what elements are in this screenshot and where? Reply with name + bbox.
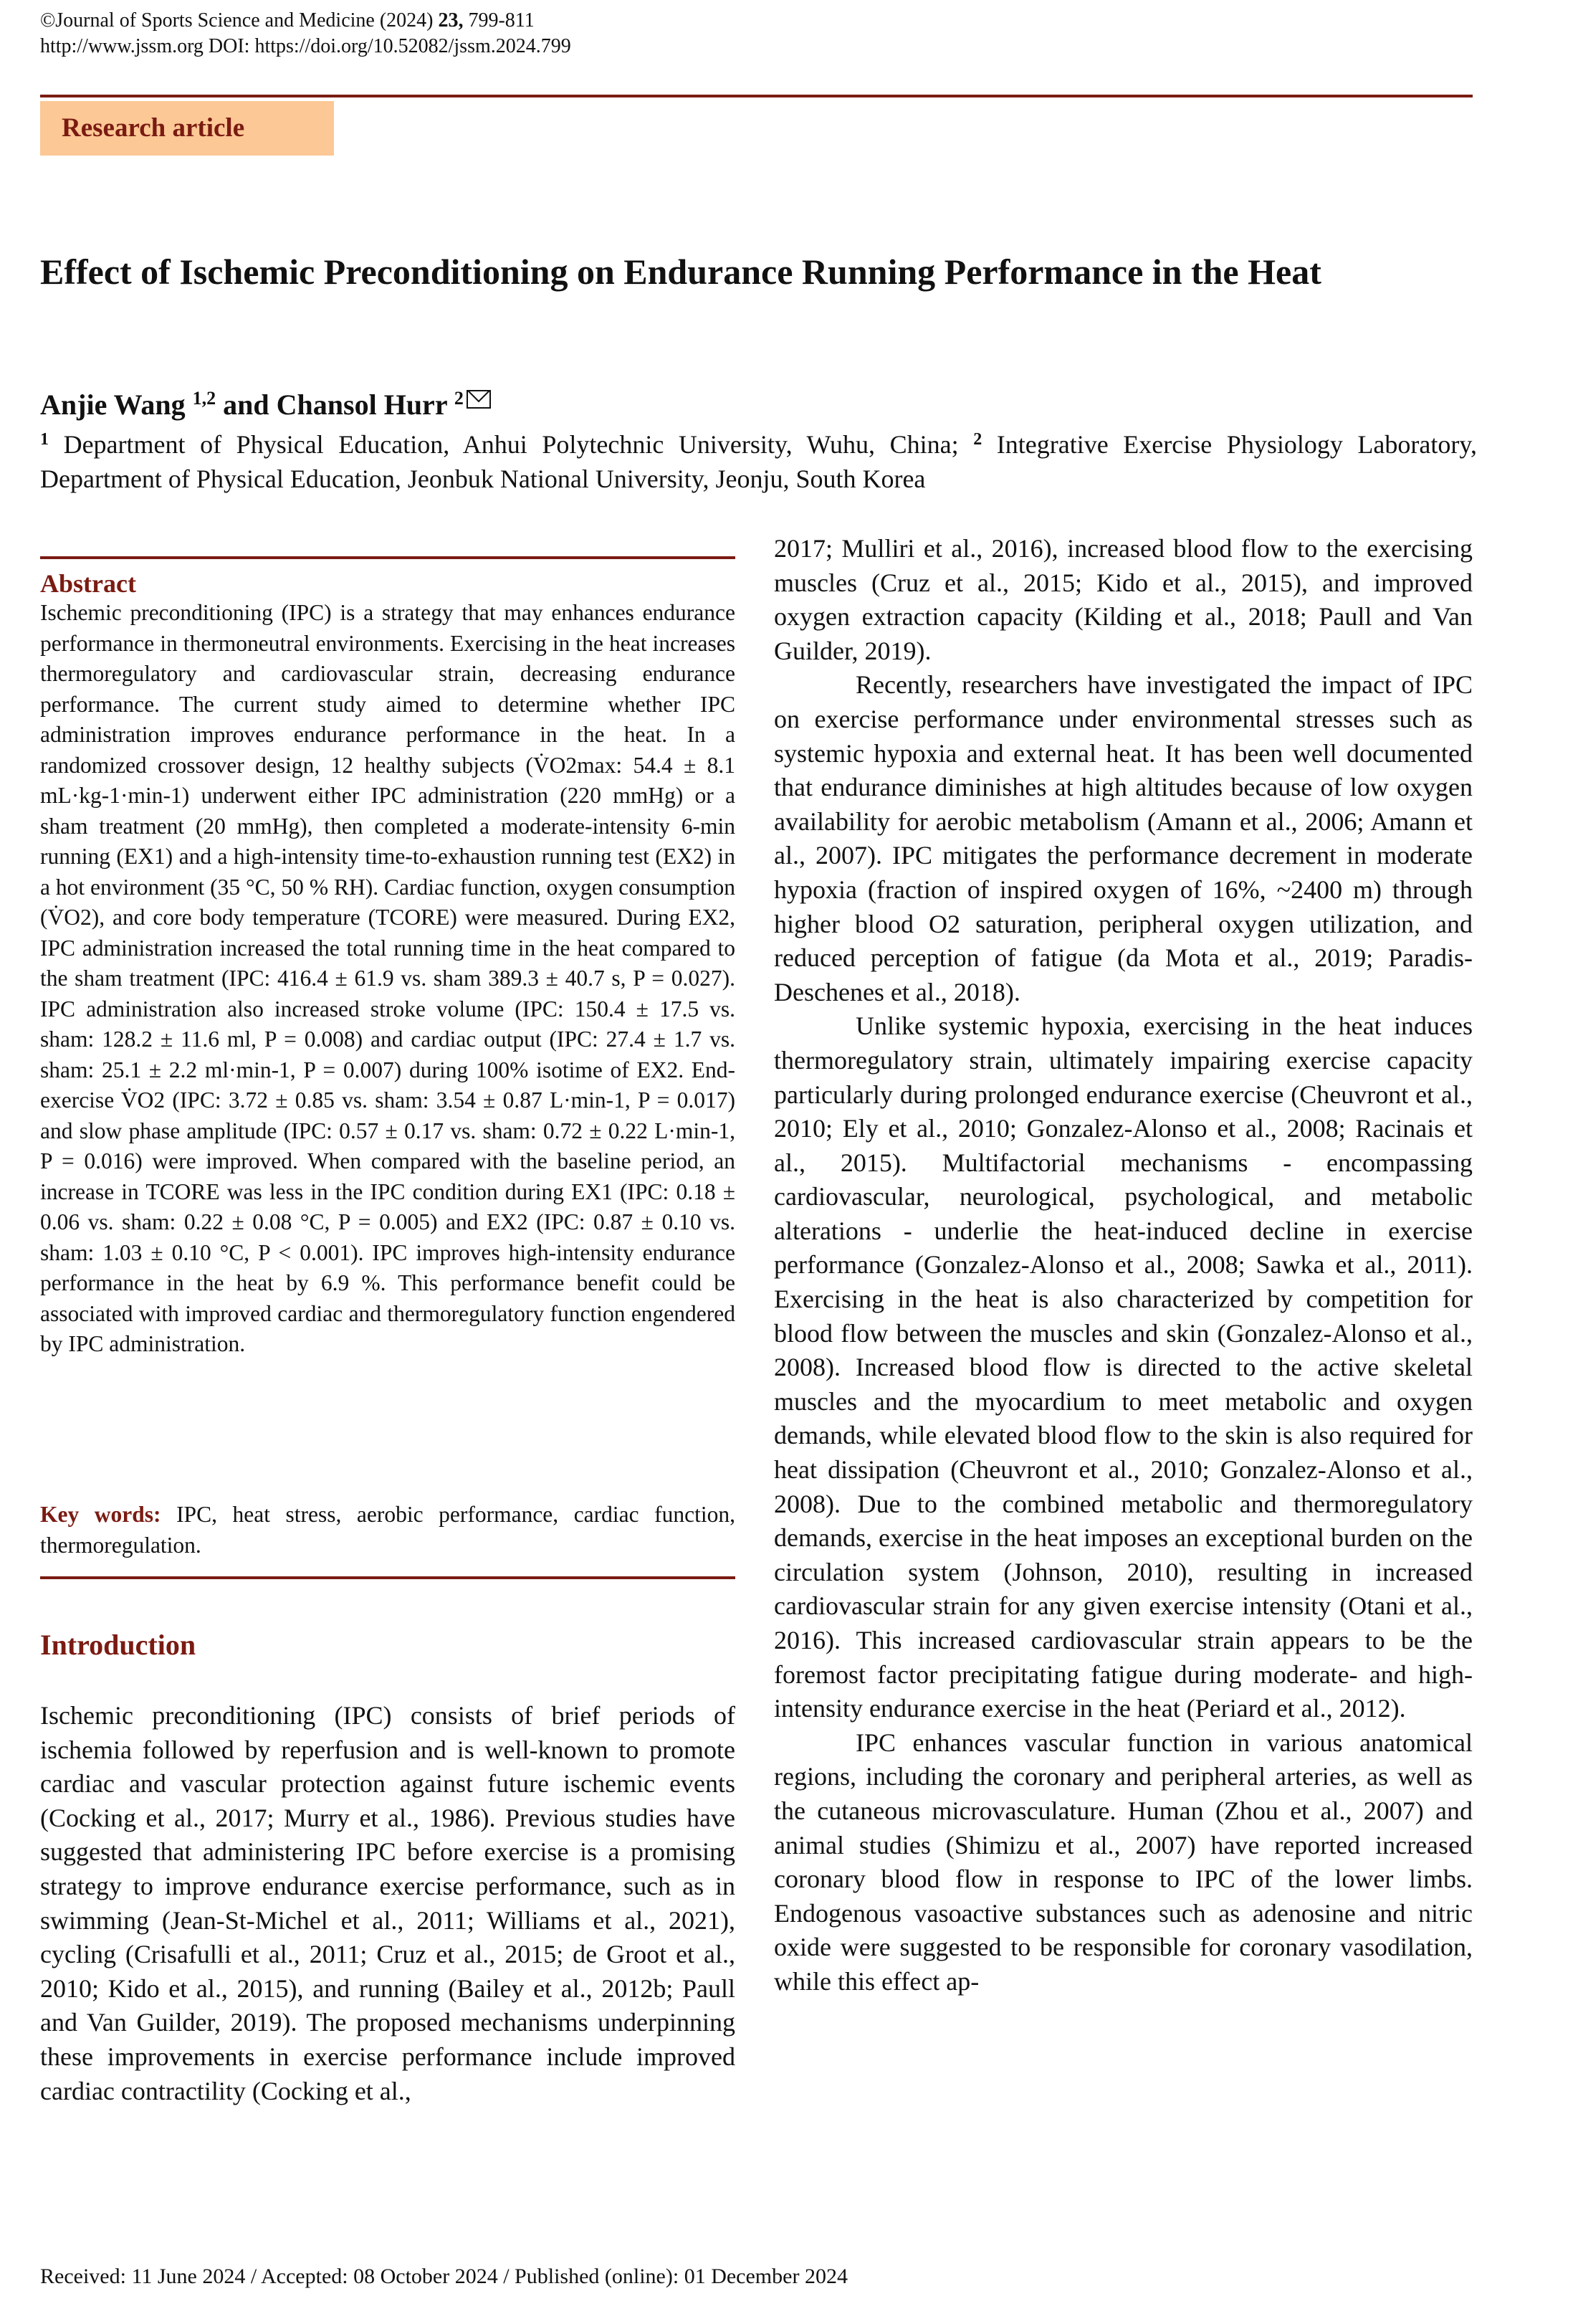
publication-dates: Received: 11 June 2024 / Accepted: 08 October 2024 / Published (online): 01 December 2024 [40,2265,848,2288]
article-type-badge: Research article [40,101,334,156]
author-affiliation-marker: 1,2 [192,388,216,409]
journal-url-doi[interactable]: http://www.jssm.org DOI: https://doi.org/10.52082/jssm.2024.799 [40,35,571,57]
article-title: Effect of Ischemic Preconditioning on Endurance Running Performance in the Heat [40,252,1321,292]
journal-citation [40,9,535,33]
keywords [40,1500,735,1561]
right-column-body [774,532,1473,1999]
author-affiliation-marker: 2 [454,388,464,409]
keywords-bottom-rule [40,1576,735,1579]
header-rule [40,95,1473,97]
citation-pages: 799-811 [463,9,535,32]
affiliation-marker: 2 [973,430,982,449]
author-name: Anjie Wang [40,389,186,421]
body-paragraph: 2017; Mulliri et al., 2016), increased blood flow to the exercising muscles (Cruz et al., 2015; Kido et al., 2015), and improved oxygen extraction capacity (Kilding et al., 2018; Paull and Van Guilder, 2019). [774,534,1473,665]
keywords-text: IPC, heat stress, aerobic performance, cardiac function, thermoregulation. [40,1502,736,1558]
abstract-heading: Abstract [40,569,136,598]
author-joiner: and [216,389,277,421]
body-paragraph: Recently, researchers have investigated the impact of IPC on exercise performance under environmental stresses such as systemic hypoxia and external heat. It has been well documented that endurance diminishes at high altitudes because of low oxygen availability for aerobic metabolism (Amann et al., 2006; Amann et al., 2007). IPC mitigates the performance decrement in moderate hypoxia (fraction of inspired oxygen of 16%, ~2400 m) through higher blood O2 saturation, peripheral oxygen utilization, and reduced perception of fatigue (da Mota et al., 2019; Paradis-Deschenes et al., 2018). [774,670,1473,1006]
affiliation-text: Integrative Exercise Physiology Laboratory, Department of Physical Education, Jeonbuk National University, Jeonju, South Korea [40,430,1478,493]
citation-prefix: ©Journal of Sports Science and Medicine (2024) [40,9,439,32]
citation-volume: 23, [438,9,464,32]
abstract-top-rule [40,556,735,559]
affiliations [40,427,1477,496]
envelope-icon[interactable] [467,390,491,409]
affiliation-text: Department of Physical Education, Anhui Polytechnic University, Wuhu, China; [49,430,974,459]
introduction-paragraph: Ischemic preconditioning (IPC) consists of brief periods of ischemia followed by reperfusion and is well-known to promote cardiac and vascular protection against future ischemic events (Cocking et al., 2017; Murry et al., 1986). Previous studies have suggested that administering IPC before exercise is a promising strategy to improve endurance exercise performance, such as in swimming (Jean-St-Michel et al., 2011; Williams et al., 2021), cycling (Crisafulli et al., 2011; Cruz et al., 2015; de Groot et al., 2010; Kido et al., 2015), and running (Bailey et al., 2012b; Paull and Van Guilder, 2019). The proposed mechanisms underpinning these improvements in exercise performance include improved cardiac contractility (Cocking et al., [40,1701,735,2105]
body-paragraph: Unlike systemic hypoxia, exercising in the heat induces thermoregulatory strain, ultimately impairing exercise capacity particularly during prolonged endurance exercise (Cheuvront et al., 2010; Ely et al., 2010; Gonzalez-Alonso et al., 2008; Racinais et al., 2015). Multifactorial mechanisms - encompassing cardiovascular, neurological, psychological, and metabolic alterations - underlie the heat-induced decline in exercise performance (Gonzalez-Alonso et al., 2008; Sawka et al., 2011). Exercising in the heat is also characterized by competition for blood flow between the muscles and skin (Gonzalez-Alonso et al., 2008). Increased blood flow is directed to the active skeletal muscles and the myocardium to meet metabolic and oxygen demands, while elevated blood flow to the skin is also required for heat dissipation (Cheuvront et al., 2010; Gonzalez-Alonso et al., 2008). Due to the combined metabolic and thermoregulatory demands, exercise in the heat imposes an exceptional burden on the circulation system (Johnson, 2010), resulting in increased cardiovascular strain for any given exercise intensity (Otani et al., 2016). This increased cardiovascular strain appears to be the foremost factor precipitating fatigue during moderate- and high-intensity endurance exercise in the heat (Periard et al., 2012). [774,1011,1473,1723]
abstract-text: Ischemic preconditioning (IPC) is a strategy that may enhances endurance performance in thermoneutral environments. Exercising in the heat increases thermoregulatory and cardiovascular strain, decreasing endurance performance. The current study aimed to determine whether IPC administration improves endurance performance in the heat. In a randomized crossover design, 12 healthy subjects (V̇O2max: 54.4 ± 8.1 mL·kg-1·min-1) underwent either IPC administration (220 mmHg) or a sham treatment (20 mmHg), then completed a moderate-intensity 6-min running (EX1) and a high-intensity time-to-exhaustion running test (EX2) in a hot environment (35 °C, 50 % RH). Cardiac function, oxygen consumption (V̇O2), and core body temperature (TCORE) were measured. During EX2, IPC administration increased the total running time in the heat compared to the sham treatment (IPC: 416.4 ± 61.9 vs. sham 389.3 ± 40.7 s, P = 0.027). IPC administration also increased stroke volume (IPC: 150.4 ± 17.5 vs. sham: 128.2 ± 11.6 ml, P = 0.008) and cardiac output (IPC: 27.4 ± 1.7 vs. sham: 25.1 ± 2.2 ml·min-1, P = 0.007) during 100% isotime of EX2. End-exercise V̇O2 (IPC: 3.72 ± 0.85 vs. sham: 3.54 ± 0.87 L·min-1, P = 0.017) and slow phase amplitude (IPC: 0.57 ± 0.17 vs. sham: 0.72 ± 0.22 L·min-1, P = 0.016) were improved. When compared with the baseline period, an increase in TCORE was less in the IPC condition during EX1 (IPC: 0.18 ± 0.06 vs. sham: 0.22 ± 0.08 °C, P = 0.005) and EX2 (IPC: 0.87 ± 0.10 vs. sham: 1.03 ± 0.10 °C, P < 0.001). IPC improves high-intensity endurance performance in the heat by 6.9 %. This performance benefit could be associated with improved cardiac and thermoregulatory function engendered by IPC administration. [40,600,735,1356]
body-paragraph: IPC enhances vascular function in various anatomical regions, including the coronary and peripheral arteries, as well as the cutaneous microvasculature. Human (Zhou et al., 2007) and animal studies (Shimizu et al., 2007) have reported increased coronary blood flow in response to IPC of the lower limbs. Endogenous vasoactive substances such as adenosine and nitric oxide were suggested to be responsible for coronary vasodilation, while this effect ap- [774,1728,1473,1996]
affiliation-marker: 1 [40,430,49,449]
introduction-heading: Introduction [40,1629,196,1661]
author-name: Chansol Hurr [276,389,447,421]
introduction-body [40,1699,735,2108]
keywords-label: Key words: [40,1502,161,1527]
author-line [40,387,491,423]
